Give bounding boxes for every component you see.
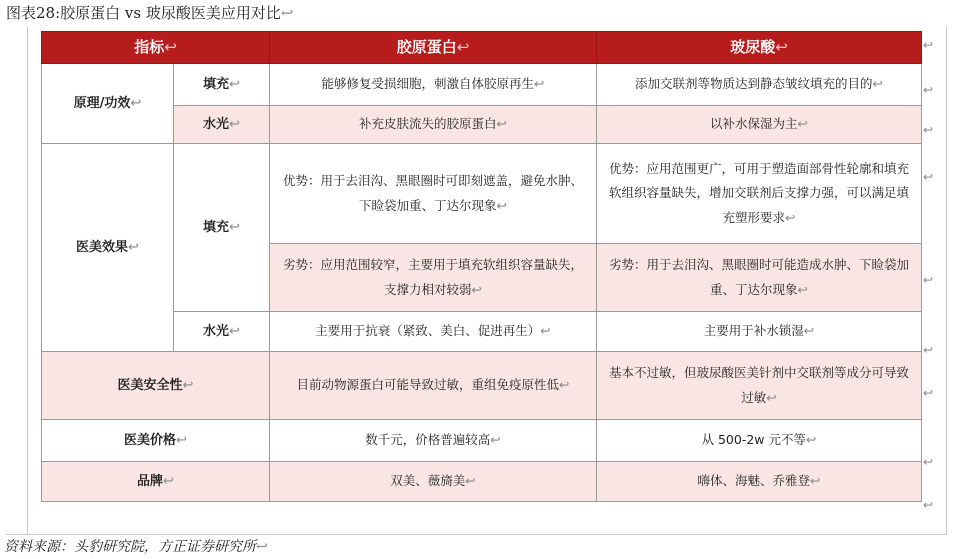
table-row	[42, 352, 922, 420]
row-end-mark: ↩	[923, 83, 934, 97]
category-principle: 原理/功效↩	[42, 64, 174, 144]
category-safety: 医美安全性↩	[42, 352, 270, 420]
row-end-mark: ↩	[923, 386, 934, 400]
table-row	[42, 462, 922, 502]
cell-principle-water-hyaluronic: 以补水保湿为主↩	[597, 106, 922, 144]
paragraph-mark: ↩	[256, 539, 268, 555]
category-brand: 品牌↩	[42, 462, 270, 502]
comparison-table	[41, 31, 922, 502]
row-end-mark: ↩	[923, 170, 934, 184]
category-effect: 医美效果↩	[42, 144, 174, 352]
sub-filling-principle: 填充↩	[174, 64, 270, 106]
cell-principle-filling-collagen: 能够修复受损细胞，刺激自体胶原再生↩	[270, 64, 597, 106]
row-end-mark: ↩	[923, 38, 934, 52]
header-row	[42, 32, 922, 64]
cell-price-collagen: 数千元，价格普遍较高↩	[270, 420, 597, 462]
sub-water-effect: 水光↩	[174, 312, 270, 352]
bottom-rule	[6, 534, 946, 535]
table-row	[42, 64, 922, 106]
table-row	[42, 420, 922, 462]
sub-filling-effect: 填充↩	[174, 144, 270, 312]
right-rule	[946, 27, 947, 535]
cell-effect-hyaluronic-pro: 优势：应用范围更广，可用于塑造面部骨性轮廓和填充软组织容量缺失，增加交联剂后支撑力强，可以满足填充塑形要求↩	[597, 144, 922, 244]
source-text: 资料来源：头豹研究院，方正证券研究所	[4, 539, 256, 555]
source-note	[4, 536, 268, 556]
row-end-mark: ↩	[923, 498, 934, 512]
header-indicator: 指标↩	[42, 32, 270, 64]
cell-safety-collagen: 目前动物源蛋白可能导致过敏，重组免疫原性低↩	[270, 352, 597, 420]
cell-brand-collagen: 双美、薇旖美↩	[270, 462, 597, 502]
header-hyaluronic: 玻尿酸↩	[597, 32, 922, 64]
table-row	[42, 144, 922, 244]
paragraph-mark: ↩	[280, 4, 294, 22]
cell-price-hyaluronic: 从 500-2w 元不等↩	[597, 420, 922, 462]
category-price: 医美价格↩	[42, 420, 270, 462]
cell-effect-collagen-pro: 优势：用于去泪沟、黑眼圈时可即刻遮盖，避免水肿、下睑袋加重、丁达尔现象↩	[270, 144, 597, 244]
table-row	[42, 106, 922, 144]
cell-effect-collagen-con: 劣势：应用范围较窄，主要用于填充软组织容量缺失，支撑力相对较弱↩	[270, 244, 597, 312]
left-rule	[27, 27, 28, 535]
row-end-mark: ↩	[923, 123, 934, 137]
header-collagen: 胶原蛋白↩	[270, 32, 597, 64]
table-row	[42, 312, 922, 352]
cell-effect-water-collagen: 主要用于抗衰（紧致、美白、促进再生）↩	[270, 312, 597, 352]
cell-brand-hyaluronic: 嗨体、海魅、乔雅登↩	[597, 462, 922, 502]
figure-title	[6, 2, 293, 23]
row-end-mark: ↩	[923, 455, 934, 469]
cell-principle-filling-hyaluronic: 添加交联剂等物质达到静态皱纹填充的目的↩	[597, 64, 922, 106]
cell-effect-hyaluronic-con: 劣势：用于去泪沟、黑眼圈时可能造成水肿、下睑袋加重、丁达尔现象↩	[597, 244, 922, 312]
cell-safety-hyaluronic: 基本不过敏，但玻尿酸医美针剂中交联剂等成分可导致过敏↩	[597, 352, 922, 420]
row-end-mark: ↩	[923, 273, 934, 287]
cell-principle-water-collagen: 补充皮肤流失的胶原蛋白↩	[270, 106, 597, 144]
row-end-mark: ↩	[923, 343, 934, 357]
sub-water-principle: 水光↩	[174, 106, 270, 144]
cell-effect-water-hyaluronic: 主要用于补水锁湿↩	[597, 312, 922, 352]
figure-title-text: 图表28:胶原蛋白 vs 玻尿酸医美应用对比	[6, 4, 281, 22]
